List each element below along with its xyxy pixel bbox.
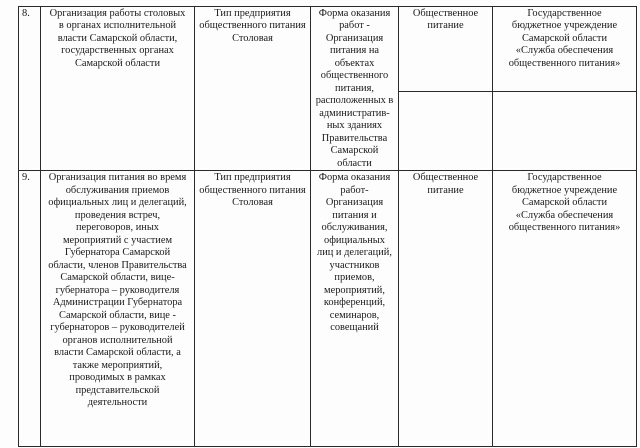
enterprise-type-cell: Тип предприятия общественного питания Столовая [195, 7, 311, 171]
provider-cell: Государственное бюджетное учреждение Самарской области «Служба обеспечения общественного питания» [493, 7, 637, 92]
empty-cell [399, 92, 493, 171]
service-name-cell: Организация работы столовых в органах исполнительной власти Самарской области, государственных органах Самарской области [41, 7, 195, 171]
enterprise-type-cell: Тип предприятия общественного питания Столовая [195, 171, 311, 447]
activity-type-cell: Общественное питание [399, 7, 493, 92]
table-row [19, 171, 637, 447]
service-form-cell: Форма оказания работ- Организация питания и обслуживания, официальных лиц и делегаций, участников приемов, мероприятий, конференций, семинаров, совещаний [311, 171, 399, 447]
activity-type-cell: Общественное питание [399, 171, 493, 447]
table-row [19, 7, 637, 92]
empty-cell [493, 92, 637, 171]
row-number: 9. [19, 171, 41, 447]
row-number: 8. [19, 7, 41, 171]
services-table [18, 6, 637, 447]
service-name-cell: Организация питания во время обслуживания приемов официальных лиц и делегаций, проведения встреч, переговоров, иных мероприятий с участием Губернатора Самарской области, членов Правительства Самарской области, вице- губернатора – руководителя Администрации Губернатора Самарской области, вице - губернаторов – руководителей органов исполнительной власти Самарской области, а также мероприятий, проводимых в рамках представительской деятельности [41, 171, 195, 447]
provider-cell: Государственное бюджетное учреждение Самарской области «Служба обеспечения общественного питания» [493, 171, 637, 447]
service-form-cell: Форма оказания работ - Организация питания на объектах общественного питания, расположенных в административ- ных зданиях Правительства Самарской области [311, 7, 399, 171]
